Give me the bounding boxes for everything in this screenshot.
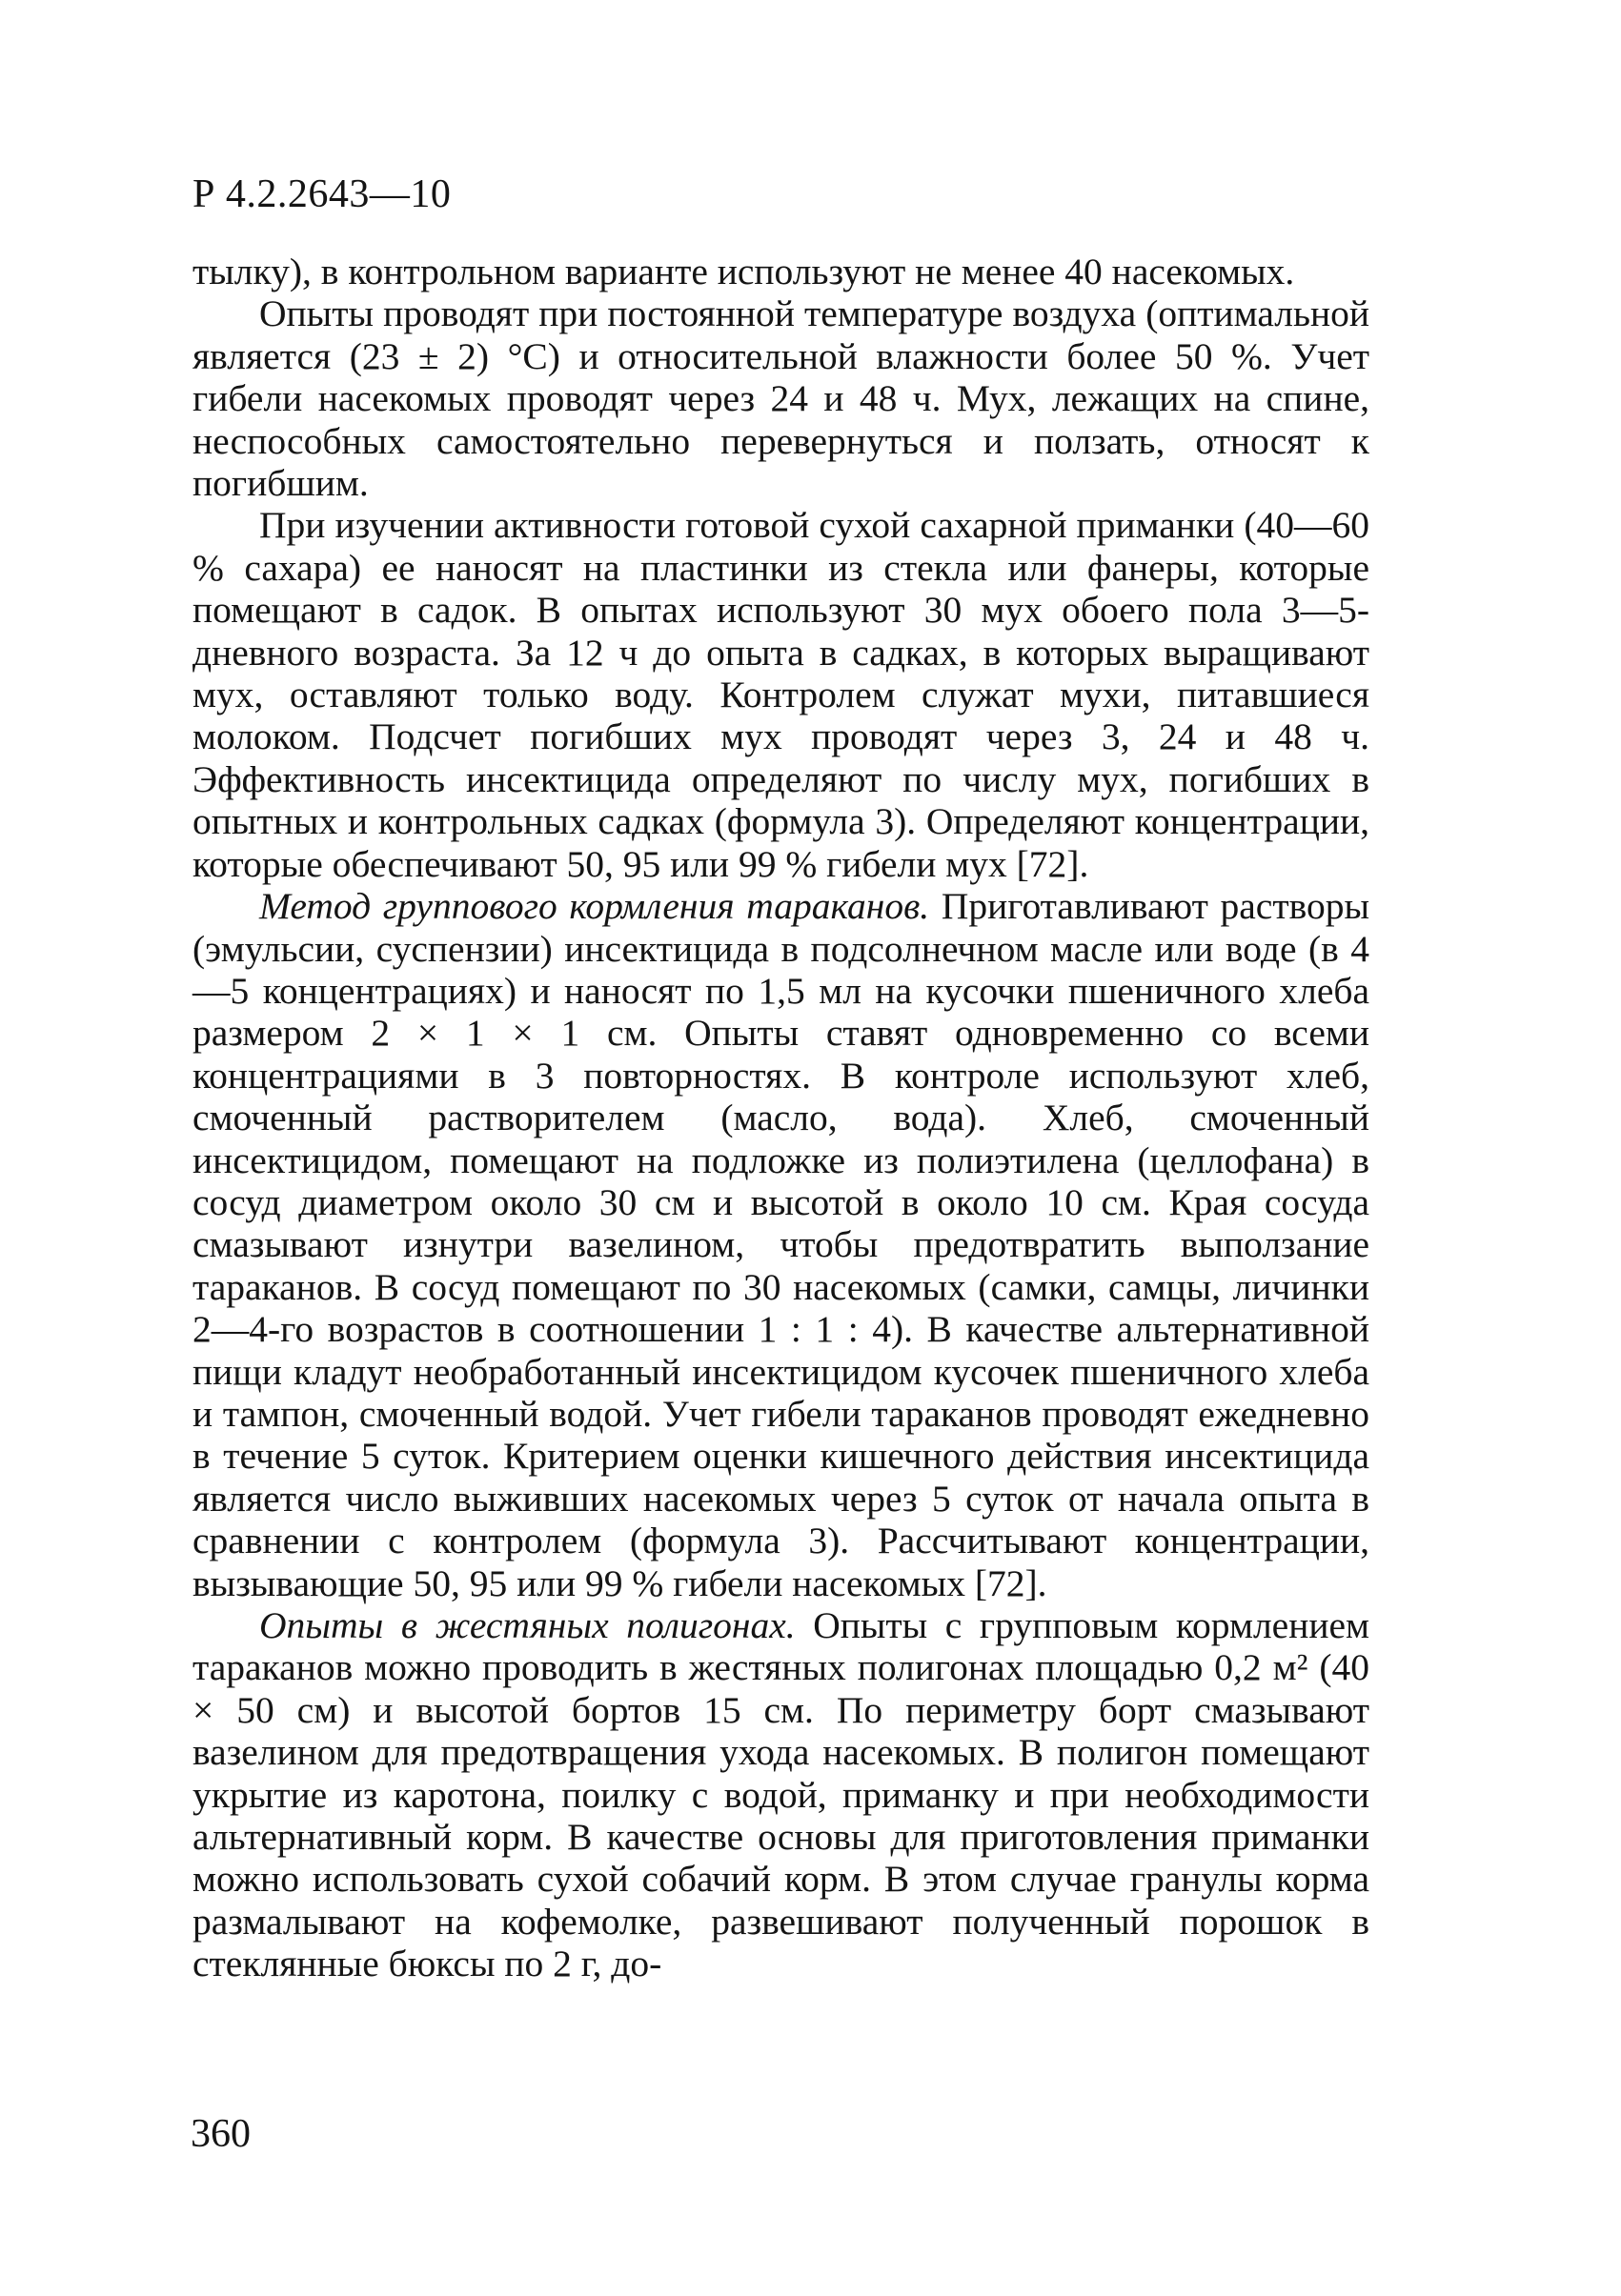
paragraph-text: При изучении активности готовой сухой сахарной приманки (40—60 % сахара) ее наносят на пластинки из стекла или фанеры, которые помещают в садок. В опытах используют 30 мух обоего пола 3—5-дневного возраста. За 12 ч до опыта в садках, в которых выращивают мух, оставляют только воду. Контролем служат мухи, питавшиеся молоком. Подсчет погибших мух проводят через 3, 24 и 48 ч. Эффективность инсектицида определяют по числу мух, погибших в опытных и контрольных садках (формула 3). Определяют концентрации, которые обеспечивают 50, 95 или 99 % гибели мух [72]. (192, 504, 1369, 885)
document-code: Р 4.2.2643—10 (192, 172, 452, 216)
paragraph-temperature (192, 292, 1369, 504)
paragraph-sugar-bait (192, 504, 1369, 885)
paragraph-text: Приготавливают растворы (эмульсии, суспензии) инсектицида в подсолнечном масле или воде (в 4—5 концентрациях) и наносят по 1,5 мл на кусочки пшеничного хлеба размером 2 × 1 × 1 см. Опыты ставят одновременно со всеми концентрациями в 3 повторностях. В контроле используют хлеб, смоченный растворителем (масло, вода). Хлеб, смоченный инсектицидом, помещают на подложке из полиэтилена (целлофана) в сосуд диаметром около 30 см и высотой в около 10 см. Края сосуда смазывают изнутри вазелином, чтобы предотвратить выползание тараканов. В сосуд помещают по 30 насекомых (самки, самцы, личинки 2—4-го возрастов в соотношении 1 : 1 : 4). В качестве альтернативной пищи кладут необработанный инсектицидом кусочек пшеничного хлеба и тампон, смоченный водой. Учет гибели тараканов проводят ежедневно в течение 5 суток. Критерием оценки кишечного действия инсектицида является число выживших насекомых через 5 суток от начала опыта в сравнении с контролем (формула 3). Рассчитывают концентрации, вызывающие 50, 95 или 99 % гибели насекомых [72]. (192, 885, 1370, 1604)
paragraph-text: Опыты проводят при постоянной температуре воздуха (оптимальной является (23 ± 2) °С) и относительной влажности более 50 %. Учет гибели насекомых проводят через 24 и 48 ч. Мух, лежащих на спине, неспособных самостоятельно перевернуться и ползать, относят к погибшим. (192, 292, 1369, 505)
paragraph-group-feeding (192, 885, 1369, 1604)
page-number: 360 (191, 2112, 251, 2156)
body-text (192, 251, 1369, 1985)
paragraph-text: Опыты с групповым кормлением тараканов можно проводить в жестяных полигонах площадью 0,2 м² (40 × 50 см) и высотой бортов 15 см. По периметру борт смазывают вазелином для предотвращения ухода насекомых. В полигон помещают укрытие из каротона, поилку с водой, приманку и при необходимости альтернативный корм. В качестве основы для приготовления приманки можно использовать сухой собачий корм. В этом случае гранулы корма размалывают на кофемолке, развешивают полученный порошок в стеклянные бюксы по 2 г, до- (192, 1604, 1370, 1985)
section-title-italic: Метод группового кормления тараканов. (259, 885, 930, 928)
paragraph-text: тылку), в контрольном варианте используют не менее 40 насекомых. (192, 251, 1295, 292)
paragraph-tin-polygons (192, 1604, 1369, 1985)
paragraph-continuation (192, 251, 1369, 292)
section-title-italic: Опыты в жестяных полигонах. (259, 1604, 796, 1646)
